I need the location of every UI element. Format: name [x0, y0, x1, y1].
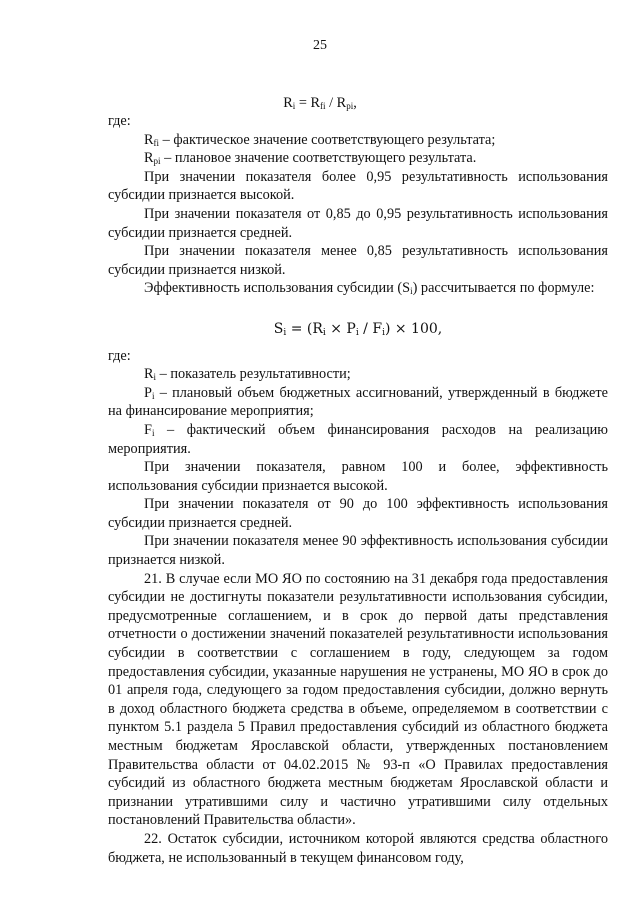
paragraph-result-mid: При значении показателя от 0,85 до 0,95 результативность использования субсидии признается средней.: [108, 205, 608, 241]
definition-rpi: $R_{pi}$ – плановое значение соответствующего результата.: [144, 150, 477, 167]
definition-ri: $R_i$ – показатель результативности;: [144, 366, 351, 383]
page-number: 25: [313, 38, 327, 53]
paragraph-21: 21. В случае если МО ЯО по состоянию на 31 декабря года предоставления субсидии не достигнуты показатели результативности использования субсидии, предусмотренные соглашением, и в срок до первой даты представления отчетности о достижении значений показателей результативности использования субсидии в соответствии с соглашением в году, следующем за годом предоставления субсидии, указанные нарушения не устранены, МО ЯО в срок до 01 апреля года, следующего за годом предоставления субсидии, должно вернуть в доход областного бюджета средства в объеме, определяемом в соответствии с пунктом 5.1 раздела 5 Правил предоставления субсидий из областного бюджета местным бюджетам Ярославской области, утвержденных постановлением Правительства области от 04.02.2015 № 93-п «О Правилах предоставления субсидий из областного бюджета местным бюджетам Ярославской области и признании утратившими силу и частично утратившими силу отдельных постановлений Правительства области».: [108, 570, 608, 829]
efficiency-formula: $S_i = (R_i \times P_i / F_i) \times 100$,: [273, 320, 443, 338]
definition-fi: $F_i$ – фактический объем финансирования расходов на реализацию мероприятия.: [108, 421, 608, 457]
definition-pi: $P_i$ – плановый объем бюджетных ассигнований, утвержденный в бюджете на финансирование мероприятия;: [108, 384, 608, 420]
paragraph-22: 22. Остаток субсидии, источником которой являются средства областного бюджета, не использованный в текущем финансовом году,: [108, 830, 608, 866]
paragraph-efficiency-intro: Эффективность использования субсидии $(S_i)$ рассчитывается по формуле:: [144, 280, 595, 297]
paragraph-efficiency-high: При значении показателя, равном 100 и более, эффективность использования субсидии признается высокой.: [108, 459, 608, 494]
where-label: где:: [108, 113, 131, 129]
paragraph-efficiency-mid: При значении показателя от 90 до 100 эффективность использования субсидии признается средней.: [108, 496, 608, 531]
where-label-2: где:: [108, 347, 131, 364]
paragraph-result-low: При значении показателя менее 0,85 результативность использования субсидии признается низкой.: [108, 243, 608, 278]
result-formula: $R_i = R_{fi} / R_{pi}$,: [283, 95, 357, 111]
paragraph-result-high: При значении показателя более 0,95 результативность использования субсидии признается высокой.: [108, 168, 608, 204]
definition-rfi: $R_{fi}$ – фактическое значение соответствующего результата;: [144, 131, 496, 148]
document-body: [108, 112, 608, 867]
paragraph-efficiency-low: При значении показателя менее 90 эффективность использования субсидии признается низкой.: [108, 533, 608, 569]
